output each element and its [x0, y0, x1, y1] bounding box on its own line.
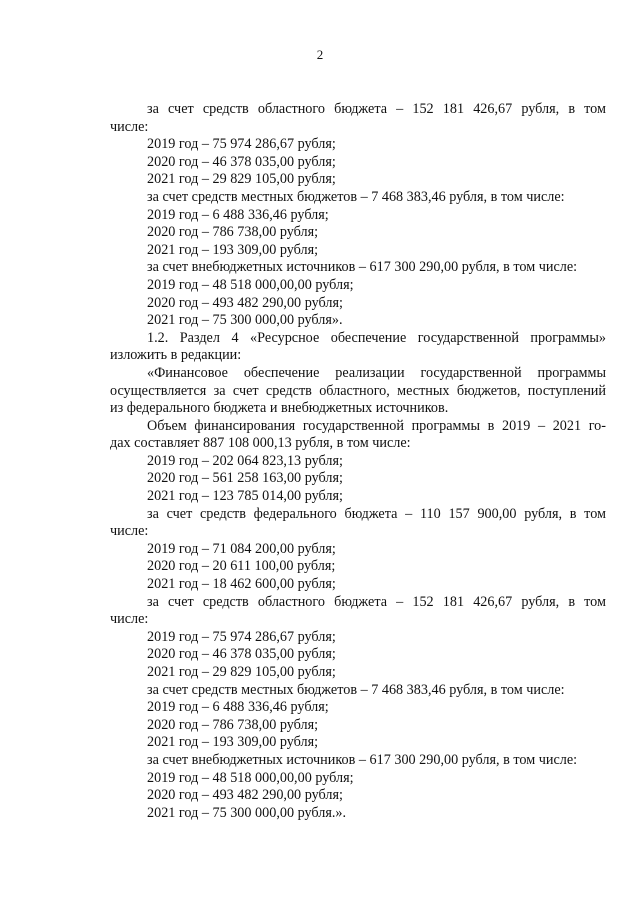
text-line: 2020 год – 561 258 163,00 рубля; — [147, 470, 343, 487]
text-line: 2019 год – 202 064 823,13 рубля; — [147, 452, 343, 469]
text-line: Объем финансирования государственной программы в 2019 – 2021 го- — [147, 417, 606, 434]
text-line: числе: — [110, 118, 149, 135]
text-line: за счет средств областного бюджета – 152 181 426,67 рубля, в том — [147, 101, 606, 117]
text-line: 2021 год – 193 309,00 рубля; — [147, 241, 319, 258]
text-line: за счет средств федерального бюджета – 110 157 900,00 рубля, в том — [147, 505, 606, 522]
text-line: 2021 год – 18 462 600,00 рубля; — [147, 576, 336, 593]
text-line: 2019 год – 71 084 200,00 рубля; — [147, 540, 336, 557]
text-line: осуществляется за счет средств областного, местных бюджетов, поступлений — [110, 382, 606, 399]
text-line: 2019 год – 75 974 286,67 рубля; — [147, 628, 336, 645]
text-line: 2020 год – 46 378 035,00 рубля; — [147, 153, 336, 170]
text-line: 2021 год – 123 785 014,00 рубля; — [147, 488, 343, 505]
text-line: 2020 год – 20 611 100,00 рубля; — [147, 558, 336, 575]
text-line: числе: — [110, 523, 149, 540]
text-line: 2021 год – 29 829 105,00 рубля; — [147, 171, 336, 188]
text-line: 2020 год – 493 482 290,00 рубля; — [147, 787, 343, 804]
text-line: 2021 год – 193 309,00 рубля; — [147, 734, 319, 751]
text-line: 2021 год – 75 300 000,00 рубля.». — [147, 804, 347, 821]
text-line: 1.2. Раздел 4 «Ресурсное обеспечение государственной программы» — [147, 329, 606, 346]
text-line: 2020 год – 786 738,00 рубля; — [147, 716, 319, 733]
text-line: за счет средств местных бюджетов – 7 468 383,46 рубля, в том числе: — [147, 188, 565, 205]
text-line: 2019 год – 48 518 000,00,00 рубля; — [147, 276, 354, 293]
page-number: 2 — [316, 47, 324, 62]
text-line: 2019 год – 6 488 336,46 рубля; — [147, 699, 329, 716]
text-line: за счет средств местных бюджетов – 7 468 383,46 рубля, в том числе: — [147, 681, 565, 698]
text-line: за счет средств областного бюджета – 152 181 426,67 рубля, в том — [147, 593, 606, 610]
text-line: 2021 год – 75 300 000,00 рубля». — [147, 312, 343, 329]
text-line: изложить в редакции: — [110, 347, 242, 364]
text-line: дах составляет 887 108 000,13 рубля, в том числе: — [110, 435, 411, 452]
text-line: из федерального бюджета и внебюджетных источников. — [110, 400, 449, 417]
text-line: 2020 год – 46 378 035,00 рубля; — [147, 646, 336, 663]
text-line: 2019 год – 6 488 336,46 рубля; — [147, 206, 329, 223]
text-line: 2021 год – 29 829 105,00 рубля; — [147, 664, 336, 680]
text-line: 2019 год – 48 518 000,00,00 рубля; — [147, 769, 354, 786]
document-body — [110, 101, 606, 822]
text-line: 2019 год – 75 974 286,67 рубля; — [147, 136, 336, 153]
text-line: за счет внебюджетных источников – 617 300 290,00 рубля, в том числе: — [147, 259, 578, 276]
text-line: «Финансовое обеспечение реализации государственной программы — [147, 364, 606, 381]
text-line: 2020 год – 786 738,00 рубля; — [147, 224, 319, 241]
text-line: за счет внебюджетных источников – 617 300 290,00 рубля, в том числе: — [147, 751, 578, 768]
text-line: 2020 год – 493 482 290,00 рубля; — [147, 294, 343, 311]
text-line: числе: — [110, 611, 149, 628]
